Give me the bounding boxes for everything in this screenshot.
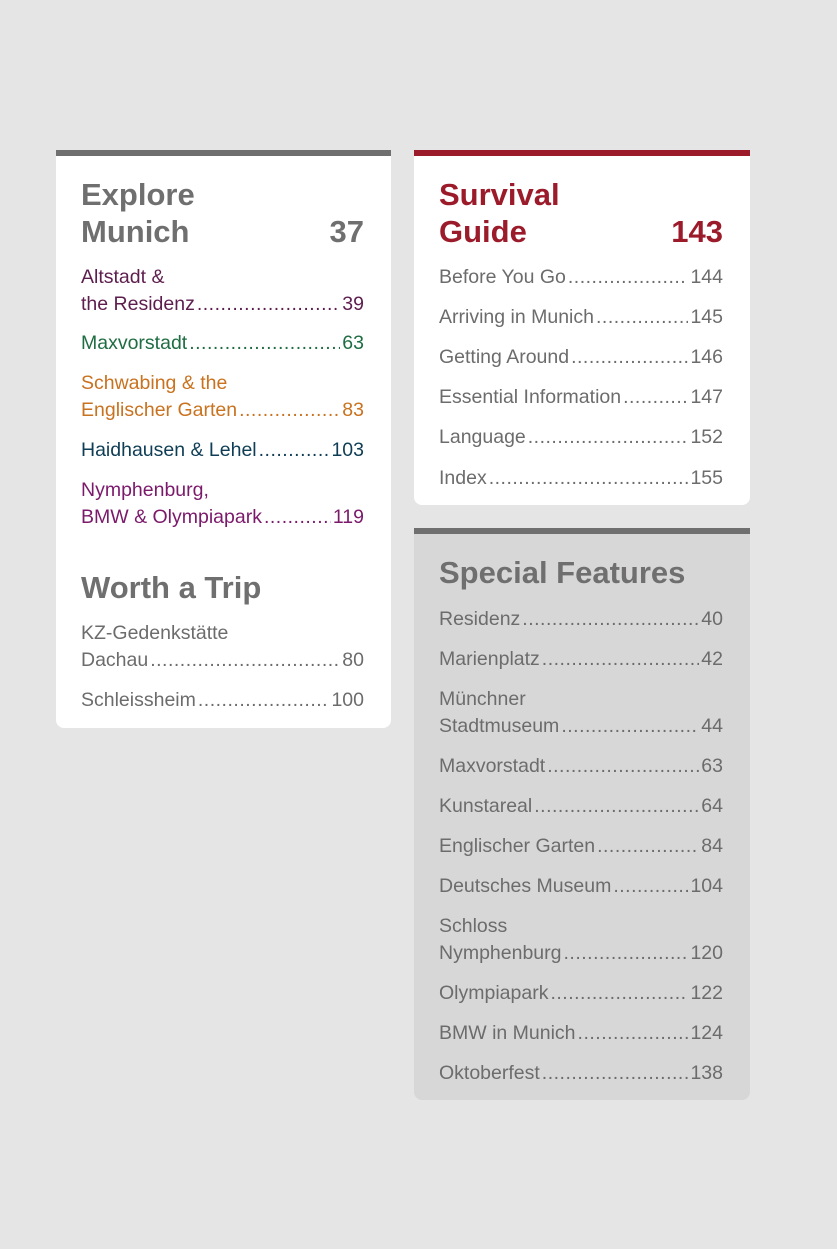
page-number: 83 (342, 399, 364, 421)
toc-entry-language[interactable]: Language ..... 152 (439, 424, 723, 451)
toc-entry-index[interactable]: Index ..... 155 (439, 465, 723, 492)
toc-entry-olympiapark[interactable]: Olympiapark ..... 122 (439, 980, 723, 1007)
toc-entry-maxvorstadt[interactable]: Maxvorstadt ..... 63 (81, 330, 364, 357)
page-number: 144 (690, 266, 723, 288)
survival-guide-card (414, 150, 750, 505)
toc-entry-schleissheim[interactable]: Schleissheim ..... 100 (81, 687, 364, 714)
toc-entry-residenz[interactable]: Residenz ..... 40 (439, 606, 723, 633)
toc-entry-stadtmuseum[interactable]: Münchner Stadtmuseum ..... 44 (439, 686, 723, 740)
survival-heading-page[interactable]: 143 (671, 214, 723, 249)
toc-entry-essential-information[interactable]: Essential Information ..... 147 (439, 384, 723, 411)
toc-entry-marienplatz[interactable]: Marienplatz ..... 42 (439, 646, 723, 673)
explore-munich-card (56, 150, 391, 728)
toc-entry-oktoberfest[interactable]: Oktoberfest ..... 138 (439, 1060, 723, 1087)
special-features-card (414, 528, 750, 1100)
toc-entry-altstadt[interactable]: Altstadt & the Residenz ..... 39 (81, 264, 364, 318)
page-number: 80 (342, 649, 364, 671)
explore-heading: Explore Munich 37 (81, 177, 364, 249)
page-number: 84 (701, 835, 723, 857)
page-number: 63 (342, 332, 364, 354)
page-number: 64 (701, 795, 723, 817)
page-number: 40 (701, 608, 723, 630)
page-number: 63 (701, 755, 723, 777)
toc-entry-maxvorstadt-feature[interactable]: Maxvorstadt ..... 63 (439, 753, 723, 780)
page-number: 124 (690, 1022, 723, 1044)
toc-entry-kunstareal[interactable]: Kunstareal ..... 64 (439, 793, 723, 820)
toc-entry-schwabing[interactable]: Schwabing & the Englischer Garten ..... 83 (81, 370, 364, 424)
page-number: 138 (690, 1062, 723, 1084)
page-number: 44 (701, 715, 723, 737)
page-number: 122 (690, 982, 723, 1004)
page-number: 42 (701, 648, 723, 670)
page-number: 100 (331, 689, 364, 711)
page-number: 39 (342, 293, 364, 315)
page-number: 119 (332, 506, 364, 528)
page-number: 155 (690, 467, 723, 489)
survival-heading: Survival Guide 143 (439, 177, 723, 249)
toc-entry-englischer-garten[interactable]: Englischer Garten ..... 84 (439, 833, 723, 860)
page-number: 146 (690, 346, 723, 368)
page-number: 120 (690, 942, 723, 964)
page-number: 103 (331, 439, 364, 461)
toc-entry-dachau[interactable]: KZ-Gedenkstätte Dachau ..... 80 (81, 620, 364, 674)
explore-heading-page[interactable]: 37 (329, 214, 364, 249)
toc-entry-nymphenburg[interactable]: Nymphenburg, BMW & Olympiapark ..... 119 (81, 477, 364, 531)
worth-a-trip-heading: Worth a Trip (81, 570, 262, 605)
page-number: 145 (690, 306, 723, 328)
toc-entry-deutsches-museum[interactable]: Deutsches Museum ..... 104 (439, 873, 723, 900)
toc-entry-schloss-nymphenburg[interactable]: Schloss Nymphenburg ..... 120 (439, 913, 723, 967)
toc-entry-before-you-go[interactable]: Before You Go ..... 144 (439, 264, 723, 291)
special-features-heading: Special Features (439, 555, 686, 590)
page-number: 152 (690, 426, 723, 448)
toc-entry-arriving[interactable]: Arriving in Munich ..... 145 (439, 304, 723, 331)
toc-entry-haidhausen[interactable]: Haidhausen & Lehel ..... 103 (81, 437, 364, 464)
toc-entry-bmw-in-munich[interactable]: BMW in Munich ..... 124 (439, 1020, 723, 1047)
toc-entry-getting-around[interactable]: Getting Around ..... 146 (439, 344, 723, 371)
page-number: 104 (690, 875, 723, 897)
page-number: 147 (690, 386, 723, 408)
